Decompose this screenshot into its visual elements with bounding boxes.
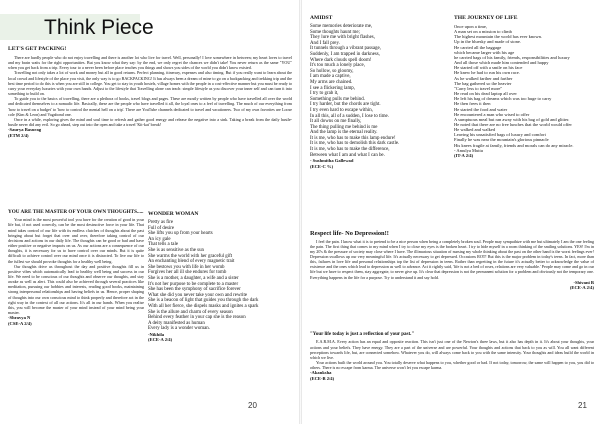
poem-line: Finally he was near the mountain's glorious pinnacle (454, 137, 549, 143)
poem-line: Suddenly, I am trapped in darkness, (310, 51, 380, 57)
article-master-of-thoughts (8, 208, 144, 326)
poem-line: An enchanting blend of every magnetic trait (148, 259, 235, 265)
poem-line: She is the allure and charm of every season (148, 309, 233, 315)
article-title: YOU ARE THE MASTER OF YOUR OWN THOUGHTS..... (8, 209, 144, 215)
poem-line: That tells a tale (148, 242, 179, 248)
poem-line: She warms the world with her graceful gift (148, 253, 233, 259)
poem-line: She lifts you up from your hearts (148, 231, 213, 237)
poem-line: Forgives her all ill she endures for tomb (148, 270, 227, 276)
think-piece-banner (0, 14, 154, 40)
article-paragraph: Once in a while, exploring gives the mind and soul time to refresh and gather good energy and release the negative into a sink. Taking a break from the daily hustle-bustle never did any evil. So go ahead, step out into the open and take a travel 'Kit-kat' break! (8, 116, 292, 128)
poem-line: It is me, who has to make this lamp endure! (310, 135, 396, 141)
poem-line: Every lady is a wonder woman. (148, 326, 210, 332)
poem-lines (454, 24, 594, 153)
poem-line: So hollow, so gloomy, (310, 68, 354, 74)
poem-line: He read on his dead laptop all over (454, 91, 517, 97)
poem-line: And I fall prey. (310, 40, 340, 46)
poem-line: It all downs on me finally, (310, 119, 362, 125)
poem-line: He knew he had to run his own race. (454, 70, 520, 76)
article-class: (CSE-A 2/4) (8, 320, 32, 326)
poem-line: He walked and walked (454, 127, 496, 133)
poem-line: He encountered a man who wised to offer (454, 111, 530, 117)
poem-line: She has been the symphony of sacrifice forever (148, 287, 241, 293)
poem-line: A sumptuous meal but ran away with his bag of gold and glitter. (454, 116, 570, 122)
poem-line: She bestows you with life in her womb (148, 264, 225, 270)
poem-line: Behind every feather in your cap she is the reason (148, 315, 246, 321)
poem-line: Pretty as fire (148, 220, 173, 225)
banner-title: Think Piece (44, 16, 154, 39)
poem-line: As he walked farther and farther (454, 75, 513, 81)
poem-line: He left his bag of dreams which was too huge to carry (454, 96, 552, 102)
poem-line: He carried all the baggage (454, 44, 502, 50)
right-page (302, 0, 600, 424)
article-title: "Your life today is just a reflection of your past." (310, 332, 415, 337)
article-reflection-of-past (310, 330, 594, 381)
poem-line: Up in the bluesky and made of stone. (454, 39, 521, 45)
poem-line: I try harder, but the chords are tight. (310, 102, 381, 108)
poem-class: (IT-A 2/4) (454, 152, 474, 158)
poem-line: I see a flickering lamp, (310, 85, 355, 91)
poem-line: She is a beacon of light that guides you through the dark (148, 298, 259, 304)
poem-line: It is me, who has to make the difference, (310, 147, 390, 153)
poem-wonder-woman (148, 210, 294, 343)
poem-line: His knees fragile at family, friends and morals can do any miracle. (454, 142, 574, 148)
article-paragraph: Travelling not only takes a lot of work and money but all in good returns. Perfect planning, itinerary, expenses and also timing. But if you really want to learn about the local crowd and lifestyle of the place you visit, the only way is to go BACKPACKING! It has always been a dream of mine to go on a backpacking and trekking trip and the best time period to do this is when you are still in college. You get to stay in youth hostels, village homes with the people in a cost-effective manner but you must be ready to carry your everyday luxuries with your own hands. Adjust to the lifestyle that Travelling alone can teach: simple lifestyle as you discover your inner self and can turn it into something to build on. (8, 70, 292, 97)
page-number-left: 20 (248, 401, 257, 410)
article-paragraph: There are hardly people who do not enjoy travelling and there is another lot who live for travel. Well, personally! I love somewhere in between; my heart loves to travel and my brain waits for the right opportunities. But you know what they say: by the end, we only regret the chances we didn't take! You never return as the same "YOU" when you get back from a trip. Every tour to a never been before place teaches you things and shows you sides of the world you didn't know existed. (8, 55, 292, 71)
poem-line: Some memories deteriorate me, (310, 24, 373, 29)
poem-line: He then frees it then (454, 101, 491, 107)
article-class: (ETM 2/4) (8, 132, 29, 138)
poem-author: -Nikhila (148, 331, 165, 337)
article-lets-get-packing (8, 45, 292, 138)
poem-line: He started off with a smile on his face (454, 65, 523, 71)
article-author: -Saurya Basurag (8, 127, 42, 133)
poem-line: The highest mountain the world has ever known. (454, 34, 542, 40)
poem-line: She is as sensitive as the sun (148, 247, 204, 253)
poem-line: I try to grab it, (310, 91, 339, 97)
poem-line: In all this, all of a sudden, I lose to time. (310, 113, 389, 119)
poem-lines (310, 24, 450, 158)
poem-line: Once upon a time, (454, 24, 487, 29)
poem-line: What she did you never take your own and rewrite (148, 292, 248, 298)
article-class: (ECE-A 2/4) (569, 285, 594, 291)
poem-line: He noted that there are no free lunches that the world would offer (454, 121, 572, 127)
article-paragraph: Your actions built the world around you. You totally deserve what happens to you, whether good or bad. If not today, tomorrow, the same will happen to you, you did to others. There is no escape from karma. The universe won't let you escape karma. (310, 360, 594, 371)
article-author: -Akanksha (310, 370, 332, 376)
poem-line: Leaving his unsatisfied bags of luxury and comfort (454, 132, 546, 138)
article-author: -Shivani B (573, 279, 594, 285)
poem-journey-of-life (454, 14, 594, 158)
poem-line: Some thoughts haunt me; (310, 29, 360, 35)
poem-title: AMIDST (310, 15, 333, 21)
poem-line: Between what I am and what I can be. (310, 152, 385, 158)
article-title: Respect life- No Depression!! (310, 230, 389, 237)
poem-line: which became larger with his age (454, 49, 515, 55)
poem-line: The bag gathered so the heavier (454, 80, 512, 86)
poem-amidst (310, 14, 450, 169)
article-paragraph: I feel the pain. I know what it is to pretend to be a nice person when being a completely broken soul. People may sympathize with me but ultimately I am the one feeling the pain. The first thing that comes to my mind when I try to close my eyes is the broken heart. I try to hide myself in a room thinking of the smiling solutions. YES! I'm in my 20's & the pressure of society may close where I have. The illimarious situation of nursing my whole thinking about the past on the other hand is the worst feelings ever! Depression swallows up our very meaningful life. It's actually necessary to get depressed. Occasions ROT! But this is the major problem in today's teens. In fact, more than this, failures in love life and personal relationships top the list of depression in teens. Rather than regretting in the future it's actually better to acknowledge the value of existence and the ones which lead to depression as well to advance. Act it rightly said, 'life is not a bed of roses, relations are very valuable.' People may come and go in our life but we have to respect them, stay aggregate, to never give up. It's clear that depression is not the permanent solution for a problem and obviously not the temporary one. Everything happens in the life for a purpose. Try to understand it and say hold. (310, 238, 594, 280)
poem-lines (148, 220, 294, 332)
poem-line: She is a mother, a daughter, a wife and a sister (148, 275, 239, 281)
article-class: (ECE-B 2/4) (310, 375, 335, 381)
poem-line: It's not her purpose to be complete to a master (148, 281, 239, 287)
poem-class: (ECE-A 2/4) (148, 337, 173, 343)
poem-author: - Sushmitha Gallewad (310, 158, 354, 164)
poem-line: And all those which made him contended and happy (454, 60, 549, 66)
poem-title: WONDER WOMAN (148, 211, 199, 217)
poem-line: Something pulls me behind. (310, 96, 365, 102)
poem-line: It is me, who has to demolish this dark castle. (310, 141, 400, 147)
article-paragraph: To guide you to the basics of travelling, there are a plethora of books, travel blogs and pages. These are mostly written by people who have travelled all over the world and dedicated themselves to a nomadic life. Basically, these are the people who have travelled it all, the loyal ones to a feel of travelling. The much of our everything from 'how to travel on a budget' to 'how to control the mental hell on a trip'. There are YouTube channels dedicated to travel and vacationers. Two of my own favorites are Loose cole (Kim & Leon) and Vagabond one. (8, 96, 292, 117)
article-paragraph: Our thoughts drive us throughout the day and positive thoughts fill us in positive vibes which automatically lead to healthy well being and success in our life. We need to be conscious of our thoughts and observe our thoughts, and stay awake as well as alert. This could also be achieved through several practices like meditation, pursuing our hobbies and interests, reading good books, maintaining strong interpersonal relationships and having beliefs in us. Hence, proper shaping of thoughts into our own conscious mind to think properly and therefore act in the right way in the context of all our actions. It's all in our hands. When you realise this, you will become the master of your mind instead of your mind being your master. (8, 263, 144, 316)
poem-line: he carried bags of his family, friends, responsibilities and luxury (454, 54, 570, 60)
poem-line: He started the food and water (454, 106, 508, 112)
article-respect-life (310, 228, 594, 291)
article-paragraph: Your mind is the most powerful tool you have for the creation of good in your life but, if not used correctly, can be the most destructive force in your life. That mind takes control of our life with its endless clutches of thoughts about the past bringing about but forget that over and over, therefore taking control of our decisions and actions in our daily life. The thoughts can be good or bad and have either positive or negative impacts on us. As our actions are a consequence of our thoughts, it is necessary for us to have control over our minds. But it is quite difficult to achieve control over our mind once it is distracted. To live our life to the fullest we should provoke thoughts for a healthy well being. (8, 217, 144, 264)
poem-line: Full of desire (148, 225, 175, 231)
poem-line: An icy gale (148, 236, 171, 242)
poem-line: I am made a captive, (310, 74, 351, 80)
poem-line: I try even hard to escape within, (310, 107, 373, 113)
poem-line: It tunnels through a vibrant passage, (310, 46, 381, 52)
article-author: -Shravya N (8, 315, 31, 321)
poem-line: It's too much a lonely place, (310, 63, 365, 69)
article-paragraph: E.A.R.M.A. Every action has an equal and opposite reaction. This isn't just one of the Newton's three laws, but it also has depth in it. It's about your thoughts, your actions and your beliefs. They have energy. They are a part of the universe and are powerful. Your thoughts and actions that back to you as will. You all want different perceptions towards life, but, are connected somehow. Whatever you do, will always come back to you with the same intensity. Your thoughts and ideas build the world in which we live. (310, 339, 594, 360)
poem-line: A man set on a mission to climb (454, 29, 512, 35)
poem-line: The thing pulling me behind is me (310, 124, 378, 130)
page-number-right: 21 (578, 401, 587, 410)
poem-line: Where dark clouds spell doom! (310, 57, 372, 63)
article-title: LET'S GET PACKING! (8, 46, 67, 52)
poem-line: And the lamp is the eternal reality. (310, 130, 378, 136)
poem-title: THE JOURNEY OF LIFE (454, 15, 518, 21)
poem-line: My arms are chained. (310, 79, 353, 85)
poem-class: (ECE-C %) (310, 163, 334, 169)
poem-line: A deity manifested as human (148, 320, 205, 326)
poem-line: - Amulya Muttu (454, 147, 483, 153)
poem-line: "Carry less to travel more" (454, 85, 503, 91)
poem-line: They lure me with bright flashes, (310, 35, 375, 41)
poem-line: With all her fierce, she dispels masks and ignites a spark (148, 303, 259, 309)
